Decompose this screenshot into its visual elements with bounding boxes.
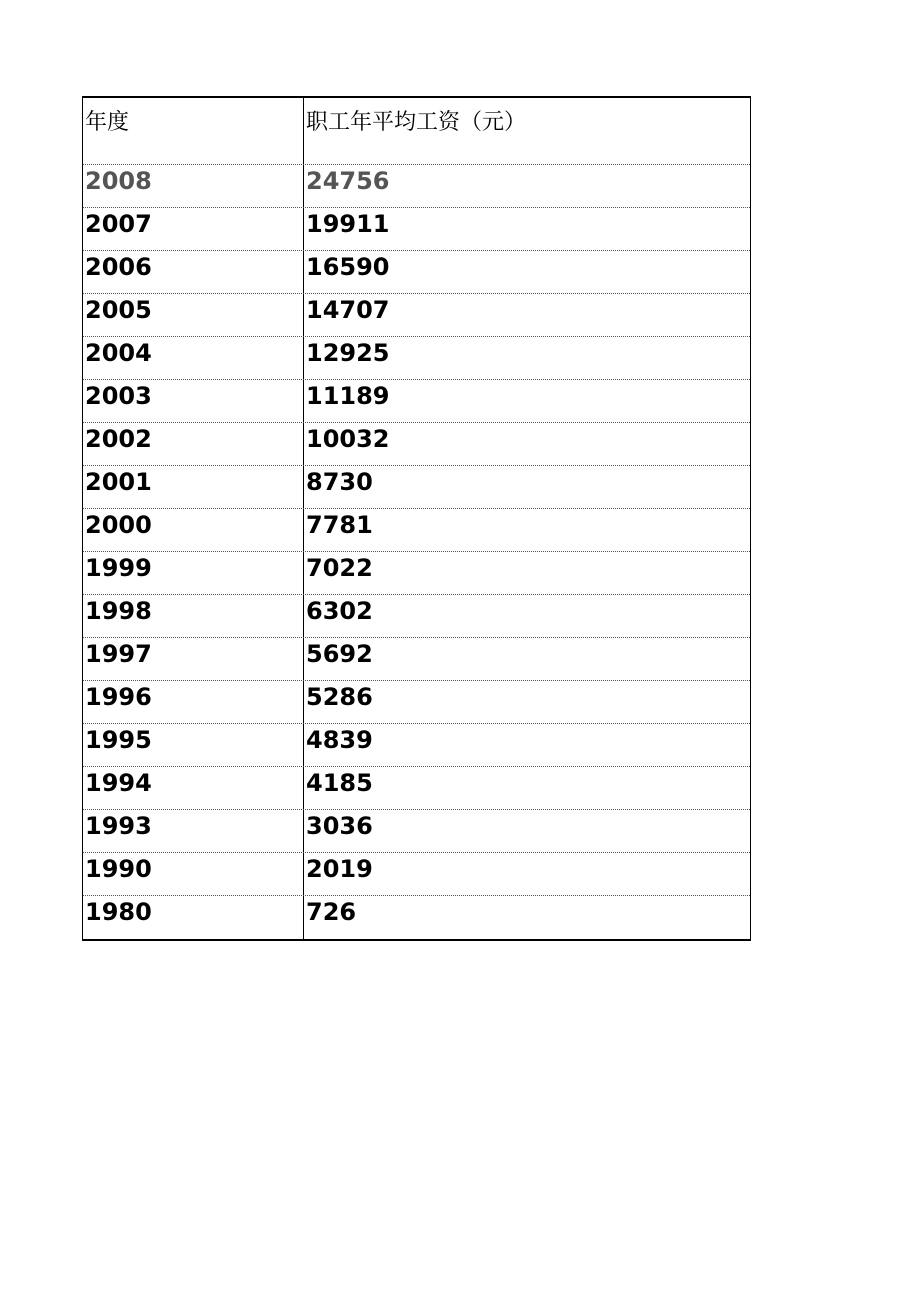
table-row: [83, 896, 750, 939]
wage-cell: 5286: [306, 683, 373, 711]
table-header-row: [83, 98, 750, 165]
wage-cell: 3036: [306, 812, 373, 840]
year-cell: 2003: [83, 380, 304, 422]
year-cell: 2005: [83, 294, 304, 336]
wage-cell: 4839: [306, 726, 373, 754]
table-row: [83, 208, 750, 251]
wage-cell: 7781: [306, 511, 373, 539]
table-row: [83, 638, 750, 681]
wage-cell: 8730: [306, 468, 373, 496]
wage-cell: 10032: [306, 425, 390, 453]
wage-cell: 11189: [306, 382, 390, 410]
year-cell: 1980: [83, 896, 304, 939]
year-cell: 1990: [83, 853, 304, 895]
year-cell: 1995: [83, 724, 304, 766]
table-row: [83, 724, 750, 767]
year-cell: 2007: [83, 208, 304, 250]
wage-cell: 7022: [306, 554, 373, 582]
wage-cell: 24756: [306, 167, 390, 195]
table-row: [83, 552, 750, 595]
table-row: [83, 509, 750, 552]
wage-table: [82, 96, 751, 941]
table-row: [83, 423, 750, 466]
wage-cell: 12925: [306, 339, 390, 367]
year-cell: 1997: [83, 638, 304, 680]
wage-cell: 5692: [306, 640, 373, 668]
year-cell: 2000: [83, 509, 304, 551]
table-row: [83, 767, 750, 810]
year-cell: 1993: [83, 810, 304, 852]
year-cell: 2002: [83, 423, 304, 465]
wage-cell: 6302: [306, 597, 373, 625]
table-row: [83, 466, 750, 509]
table-row: [83, 595, 750, 638]
table-row: [83, 294, 750, 337]
table-row: [83, 810, 750, 853]
wage-cell: 4185: [306, 769, 373, 797]
year-cell: 1996: [83, 681, 304, 723]
table-row: [83, 337, 750, 380]
year-column-header: 年度: [83, 98, 304, 164]
wage-column-header: 职工年平均工资（元）: [306, 110, 527, 135]
year-cell: 2004: [83, 337, 304, 379]
table-row: [83, 681, 750, 724]
wage-cell: 19911: [306, 210, 390, 238]
year-cell: 2008: [83, 165, 304, 207]
table-row: [83, 853, 750, 896]
year-cell: 1999: [83, 552, 304, 594]
wage-cell: 16590: [306, 253, 390, 281]
year-cell: 1994: [83, 767, 304, 809]
wage-cell: 14707: [306, 296, 390, 324]
table-row: [83, 165, 750, 208]
table-row: [83, 380, 750, 423]
table-row: [83, 251, 750, 294]
year-cell: 2006: [83, 251, 304, 293]
wage-cell: 2019: [306, 855, 373, 883]
year-cell: 1998: [83, 595, 304, 637]
wage-cell: 726: [306, 898, 357, 926]
year-cell: 2001: [83, 466, 304, 508]
